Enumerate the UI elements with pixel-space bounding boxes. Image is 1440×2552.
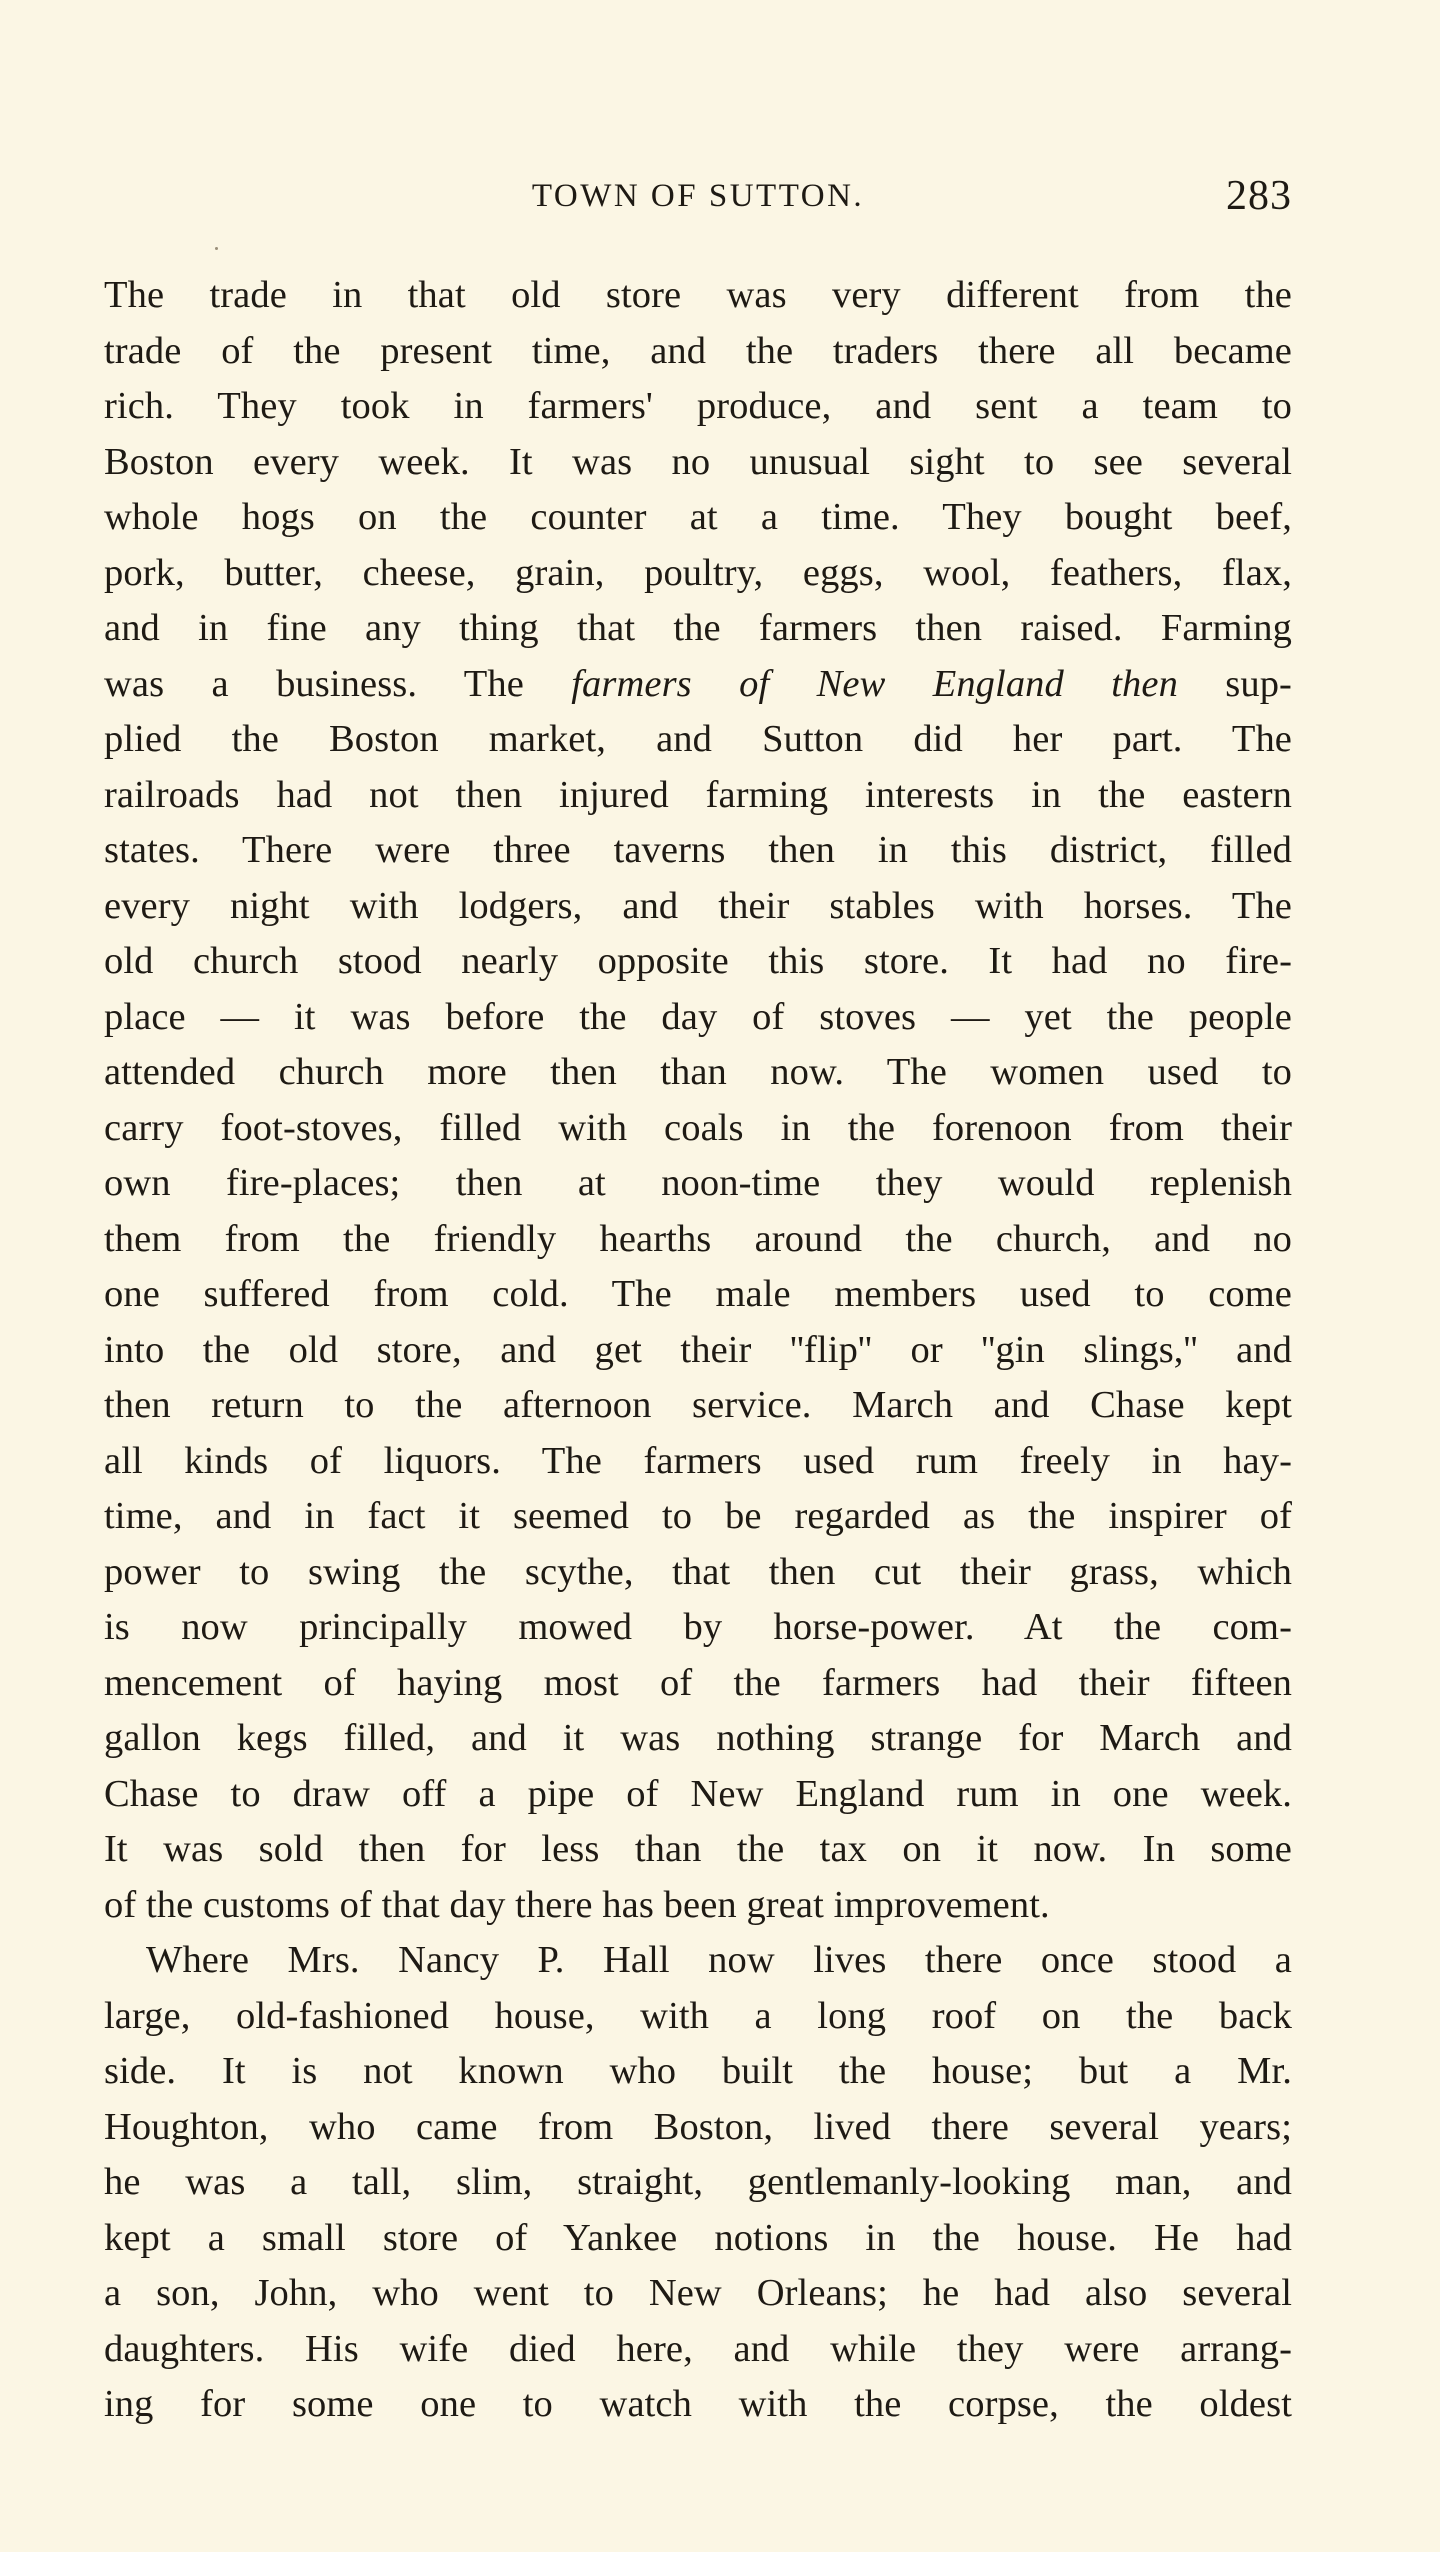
text-line: Chase to draw off a pipe of New England rum in one week.: [104, 1772, 1292, 1815]
body-text: [104, 268, 1292, 2433]
running-head: [104, 173, 1292, 226]
text-line: whole hogs on the counter at a time. They bought beef,: [104, 496, 1292, 538]
text-line: and in fine any thing that the farmers then raised. Farming: [104, 607, 1292, 649]
page-number: 283: [1226, 173, 1292, 219]
text-line: them from the friendly hearths around the church, and no: [104, 1217, 1292, 1260]
text-line: large, old-fashioned house, with a long roof on the back: [104, 1994, 1292, 2037]
running-title: TOWN OF SUTTON.: [531, 178, 865, 214]
text-segment: sup-: [1177, 662, 1292, 705]
text-line: mencement of haying most of the farmers had their fifteen: [104, 1661, 1292, 1704]
text-line: gallon kegs filled, and it was nothing strange for March and: [104, 1717, 1292, 1759]
text-line-paragraph-start: Where Mrs. Nancy P. Hall now lives there once stood a: [146, 1939, 1292, 1981]
text-line: It was sold then for less than the tax on it now. In some: [104, 1828, 1292, 1870]
text-line: plied the Boston market, and Sutton did her part. The: [104, 718, 1292, 760]
text-line: a son, John, who went to New Orleans; he had also several: [104, 2272, 1292, 2314]
text-line: The trade in that old store was very different from the: [104, 274, 1292, 316]
text-line: attended church more then than now. The women used to: [104, 1051, 1292, 1093]
text-line: old church stood nearly opposite this store. It had no fire-: [104, 940, 1292, 982]
text-line-paragraph-end: of the customs of that day there has been great improvement.: [104, 1883, 1050, 1926]
text-line: rich. They took in farmers' produce, and sent a team to: [104, 385, 1292, 427]
ink-speck: [215, 247, 218, 250]
text-line: place — it was before the day of stoves — yet the people: [104, 995, 1292, 1038]
text-line: all kinds of liquors. The farmers used rum freely in hay-: [104, 1439, 1292, 1482]
text-line-with-italic: [104, 657, 1292, 713]
text-line: then return to the afternoon service. March and Chase kept: [104, 1384, 1292, 1426]
text-line: states. There were three taverns then in this district, filled: [104, 829, 1292, 871]
text-line: Boston every week. It was no unusual sight to see several: [104, 440, 1292, 483]
text-line: ing for some one to watch with the corpse, the oldest: [104, 2383, 1292, 2425]
text-line: pork, butter, cheese, grain, poultry, eggs, wool, feathers, flax,: [104, 551, 1292, 594]
italic-phrase: farmers of New England then: [571, 662, 1178, 705]
text-line: trade of the present time, and the traders there all became: [104, 329, 1292, 372]
text-line: side. It is not known who built the house; but a Mr.: [104, 2050, 1292, 2092]
text-segment: was a business. The: [104, 662, 572, 705]
text-line: he was a tall, slim, straight, gentlemanly-looking man, and: [104, 2161, 1292, 2203]
text-line: kept a small store of Yankee notions in the house. He had: [104, 2216, 1292, 2259]
text-line: is now principally mowed by horse-power. At the com-: [104, 1606, 1292, 1648]
text-line: into the old store, and get their ''flip'' or ''gin slings,'' and: [104, 1328, 1292, 1371]
text-line: every night with lodgers, and their stables with horses. The: [104, 884, 1292, 927]
text-line: own fire-places; then at noon-time they would replenish: [104, 1162, 1292, 1204]
text-line: railroads had not then injured farming interests in the eastern: [104, 773, 1292, 816]
text-line: power to swing the scythe, that then cut their grass, which: [104, 1550, 1292, 1593]
text-line: one suffered from cold. The male members used to come: [104, 1273, 1292, 1315]
text-line: carry foot-stoves, filled with coals in the forenoon from their: [104, 1106, 1292, 1149]
text-line: Houghton, who came from Boston, lived there several years;: [104, 2105, 1292, 2148]
text-line: time, and in fact it seemed to be regarded as the inspirer of: [104, 1495, 1292, 1537]
text-line: daughters. His wife died here, and while they were arrang-: [104, 2327, 1292, 2370]
